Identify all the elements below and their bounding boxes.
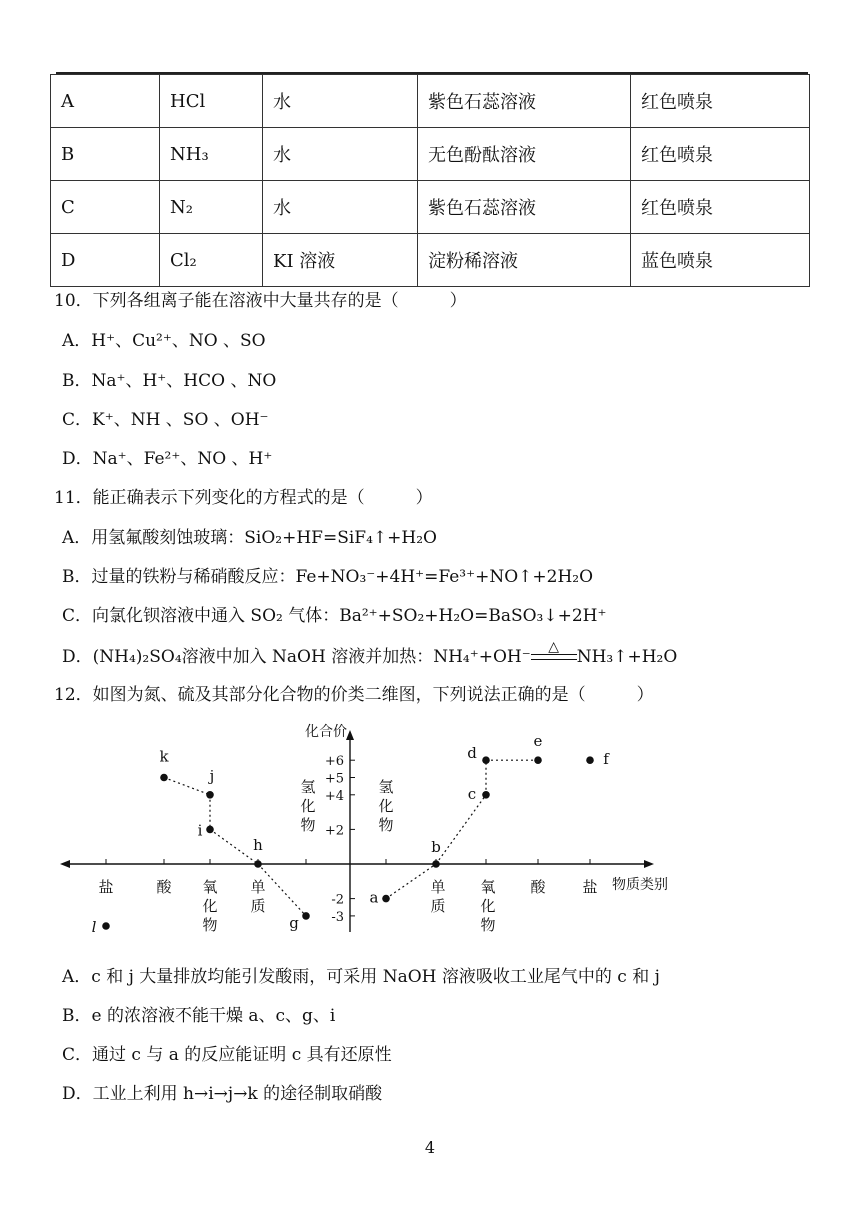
point-i — [206, 826, 214, 834]
y-tick-label: +5 — [324, 771, 344, 787]
category-char: 化 — [378, 797, 394, 815]
y-tick-label: +4 — [324, 788, 344, 804]
dotted-link — [210, 829, 258, 864]
x-axis-label: 物质类别 — [612, 877, 668, 893]
option-text: e 的浓溶液不能干燥 a、c、g、i — [91, 1006, 336, 1026]
equation-left: (NH₄)₂SO₄溶液中加入 NaOH 溶液并加热：NH₄⁺+OH⁻ — [92, 647, 531, 667]
q11-option-d — [62, 639, 678, 667]
heating-condition — [531, 639, 577, 665]
point-d — [482, 756, 490, 764]
option-text: 向氯化钡溶液中通入 SO₂ 气体：Ba²⁺+SO₂+H₂O=BaSO₃↓+2H⁺ — [92, 606, 607, 626]
options-table — [50, 74, 810, 287]
q12-option-a — [62, 962, 660, 987]
q10-option-c — [62, 405, 269, 430]
category-label — [430, 878, 445, 915]
point-label-l: l — [91, 918, 97, 936]
table-cell: 水 — [263, 181, 418, 234]
point-j — [206, 791, 214, 799]
equation-right: NH₃↑+H₂O — [576, 647, 678, 667]
point-label-d: d — [467, 744, 477, 763]
category-label — [480, 878, 495, 934]
table-cell: HCl — [160, 75, 263, 128]
option-label: C． — [62, 606, 93, 626]
option-label: A． — [62, 528, 92, 548]
table-cell: Cl₂ — [160, 234, 263, 287]
dotted-link — [436, 795, 486, 864]
category-char: 质 — [250, 897, 266, 915]
table-cell: 红色喷泉 — [631, 75, 810, 128]
y-tick-label: +6 — [324, 754, 344, 770]
category-char: 物 — [480, 916, 496, 934]
table-row — [51, 234, 810, 287]
table-cell: 红色喷泉 — [631, 128, 810, 181]
category-label — [250, 878, 265, 915]
y-tick-label: +2 — [324, 823, 344, 839]
category-char: 物 — [300, 816, 316, 834]
point-e — [534, 756, 542, 764]
category-label — [202, 878, 217, 934]
q12-option-c — [62, 1040, 392, 1065]
q11-option-a — [62, 523, 437, 548]
point-l — [102, 922, 110, 930]
q12-option-d — [62, 1079, 382, 1104]
category-label — [98, 878, 113, 896]
category-char: 氢 — [378, 778, 394, 796]
q10-option-b — [62, 366, 276, 391]
option-text: 通过 c 与 a 的反应能证明 c 具有还原性 — [92, 1045, 392, 1065]
data-points — [92, 732, 611, 936]
y-tick-label: -3 — [331, 909, 344, 925]
table-cell: A — [51, 75, 160, 128]
option-text: 工业上利用 h→i→j→k 的途径制取硝酸 — [92, 1084, 383, 1104]
table-cell: KI 溶液 — [263, 234, 418, 287]
table-cell: 水 — [263, 128, 418, 181]
point-a — [382, 895, 390, 903]
point-h — [254, 860, 262, 868]
table-cell: 淀粉稀溶液 — [418, 234, 631, 287]
category-char: 化 — [480, 897, 496, 915]
table-cell: 无色酚酞溶液 — [418, 128, 631, 181]
table-cell: 水 — [263, 75, 418, 128]
option-text: Na⁺、Fe²⁺、NO 、H⁺ — [92, 449, 273, 469]
category-char: 物 — [202, 916, 218, 934]
hydride-label-right — [378, 778, 393, 834]
table-cell: 红色喷泉 — [631, 181, 810, 234]
point-f — [586, 756, 594, 764]
option-text: c 和 j 大量排放均能引发酸雨，可采用 NaOH 溶液吸收工业尾气中的 c 和 j — [91, 967, 660, 987]
category-char: 盐 — [98, 878, 114, 896]
point-c — [482, 791, 490, 799]
point-label-e: e — [533, 732, 543, 751]
point-label-f: f — [603, 750, 609, 769]
delta-icon: △ — [548, 639, 560, 655]
option-text: 用氢氟酸刻蚀玻璃：SiO₂+HF=SiF₄↑+H₂O — [91, 528, 437, 548]
option-label: D． — [62, 1084, 93, 1104]
option-label: C． — [62, 410, 93, 430]
table-row — [51, 128, 810, 181]
table-cell: 蓝色喷泉 — [631, 234, 810, 287]
table-cell: NH₃ — [160, 128, 263, 181]
point-label-b: b — [431, 838, 441, 856]
option-label: D． — [62, 647, 93, 667]
y-axis-arrow — [346, 730, 354, 740]
option-label: A． — [62, 331, 92, 351]
x-axis-arrow-left — [60, 860, 70, 868]
point-g — [302, 912, 310, 920]
q11-stem: 11．能正确表示下列变化的方程式的是（ ） — [54, 488, 433, 508]
x-axis-arrow-right — [644, 860, 654, 868]
option-label: B． — [62, 1006, 92, 1026]
q12-option-b — [62, 1001, 335, 1026]
axes — [60, 724, 668, 932]
point-b — [432, 860, 440, 868]
category-char: 单 — [430, 878, 446, 896]
q11-option-b — [62, 562, 593, 587]
y-tick-label: -2 — [331, 892, 344, 908]
table-cell: 紫色石蕊溶液 — [418, 75, 631, 128]
table-cell: C — [51, 181, 160, 234]
q10-option-a — [62, 326, 266, 351]
dotted-link — [386, 864, 436, 899]
point-k — [160, 774, 168, 782]
category-labels — [98, 778, 597, 934]
category-char: 物 — [378, 816, 394, 834]
category-char: 化 — [202, 897, 218, 915]
valence-class-diagram — [56, 714, 676, 954]
category-char: 氢 — [300, 778, 316, 796]
table-row — [51, 75, 810, 128]
option-label: D． — [62, 449, 93, 469]
table-cell: 紫色石蕊溶液 — [418, 181, 631, 234]
category-char: 盐 — [582, 878, 598, 896]
option-label: B． — [62, 371, 92, 391]
point-label-h: h — [253, 836, 263, 854]
option-text: Na⁺、H⁺、HCO 、NO — [91, 371, 277, 391]
dotted-link — [164, 778, 210, 795]
q10-stem: 10．下列各组离子能在溶液中大量共存的是（ ） — [54, 291, 467, 311]
table-cell: D — [51, 234, 160, 287]
category-label — [156, 878, 172, 896]
category-char: 氧 — [202, 878, 218, 896]
category-char: 酸 — [156, 878, 172, 896]
option-text: H⁺、Cu²⁺、NO 、SO — [91, 331, 266, 351]
option-text: K⁺、NH 、SO 、OH⁻ — [92, 410, 269, 430]
option-text: 过量的铁粉与稀硝酸反应：Fe+NO₃⁻+4H⁺=Fe³⁺+NO↑+2H₂O — [91, 567, 594, 587]
y-axis-label: 化合价 — [305, 724, 347, 740]
table-cell: B — [51, 128, 160, 181]
equals-sign — [531, 654, 577, 660]
point-label-g: g — [289, 913, 299, 932]
category-char: 单 — [250, 878, 266, 896]
q12-stem: 12．如图为氮、硫及其部分化合物的价类二维图，下列说法正确的是（ ） — [54, 685, 654, 705]
point-label-j: j — [209, 766, 215, 785]
table-row — [51, 181, 810, 234]
option-label: B． — [62, 567, 92, 587]
page-number: 4 — [424, 1138, 436, 1157]
q10-option-d — [62, 444, 272, 469]
point-label-k: k — [159, 747, 169, 766]
q11-option-c — [62, 601, 606, 626]
point-label-a: a — [369, 888, 379, 907]
category-label — [582, 878, 597, 896]
category-label — [530, 878, 546, 896]
category-char: 质 — [430, 897, 446, 915]
category-char: 氧 — [480, 878, 496, 896]
option-label: A． — [62, 967, 92, 987]
point-label-c: c — [467, 784, 477, 803]
category-char: 酸 — [530, 878, 546, 896]
point-label-i: i — [197, 821, 203, 840]
category-char: 化 — [300, 797, 316, 815]
option-label: C． — [62, 1045, 93, 1065]
table-cell: N₂ — [160, 181, 263, 234]
hydride-label-left — [300, 778, 315, 834]
